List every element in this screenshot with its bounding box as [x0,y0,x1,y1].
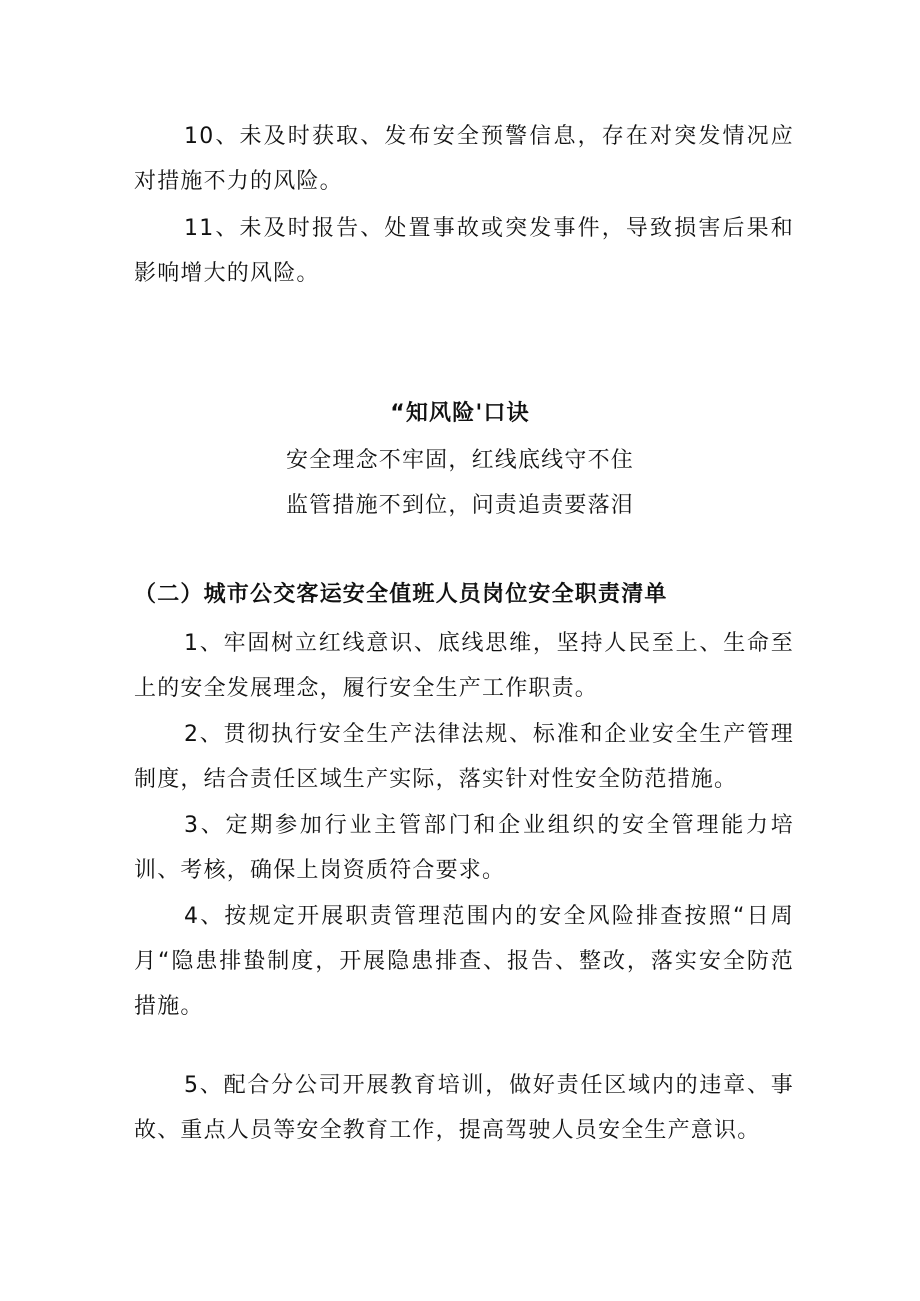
mnemonic-title: “知风险'口诀 [390,401,530,426]
risk-item-10: 10、未及时获取、发布安全预警信息，存在对突发情况应对措施不力的风险。 [134,124,794,194]
duty-item-1: 1、牢固树立红线意识、底线思维，坚持人民至上、生命至上的安全发展理念，履行安全生产工作职责。 [134,631,794,701]
duty-item-5: 5、配合分公司开展教育培训，做好责任区域内的违章、事故、重点人员等安全教育工作，提高驾驶人员安全生产意识。 [134,1073,794,1143]
risk-item-11: 11、未及时报告、处置事故或突发事件，导致损害后果和影响增大的风险。 [134,216,794,286]
duty-item-3: 3、定期参加行业主管部门和企业组织的安全管理能力培训、考核，确保上岗资质符合要求。 [134,813,794,883]
duty-item-2: 2、贯彻执行安全生产法律法规、标准和企业安全生产管理制度，结合责任区域生产实际，落实针对性安全防范措施。 [134,722,794,792]
mnemonic-line-2: 监管措施不到位，问责追责要落泪 [285,493,634,518]
section-heading: （二）城市公交客运安全值班人员岗位安全职责清单 [134,582,668,607]
duty-item-4: 4、按规定开展职责管理范围内的安全风险排查按照“日周月“隐患排蛰制度，开展隐患排查、报告、整改，落实安全防范措施。 [134,904,794,1019]
mnemonic-line-1: 安全理念不牢固，红线底线守不住 [285,448,634,473]
